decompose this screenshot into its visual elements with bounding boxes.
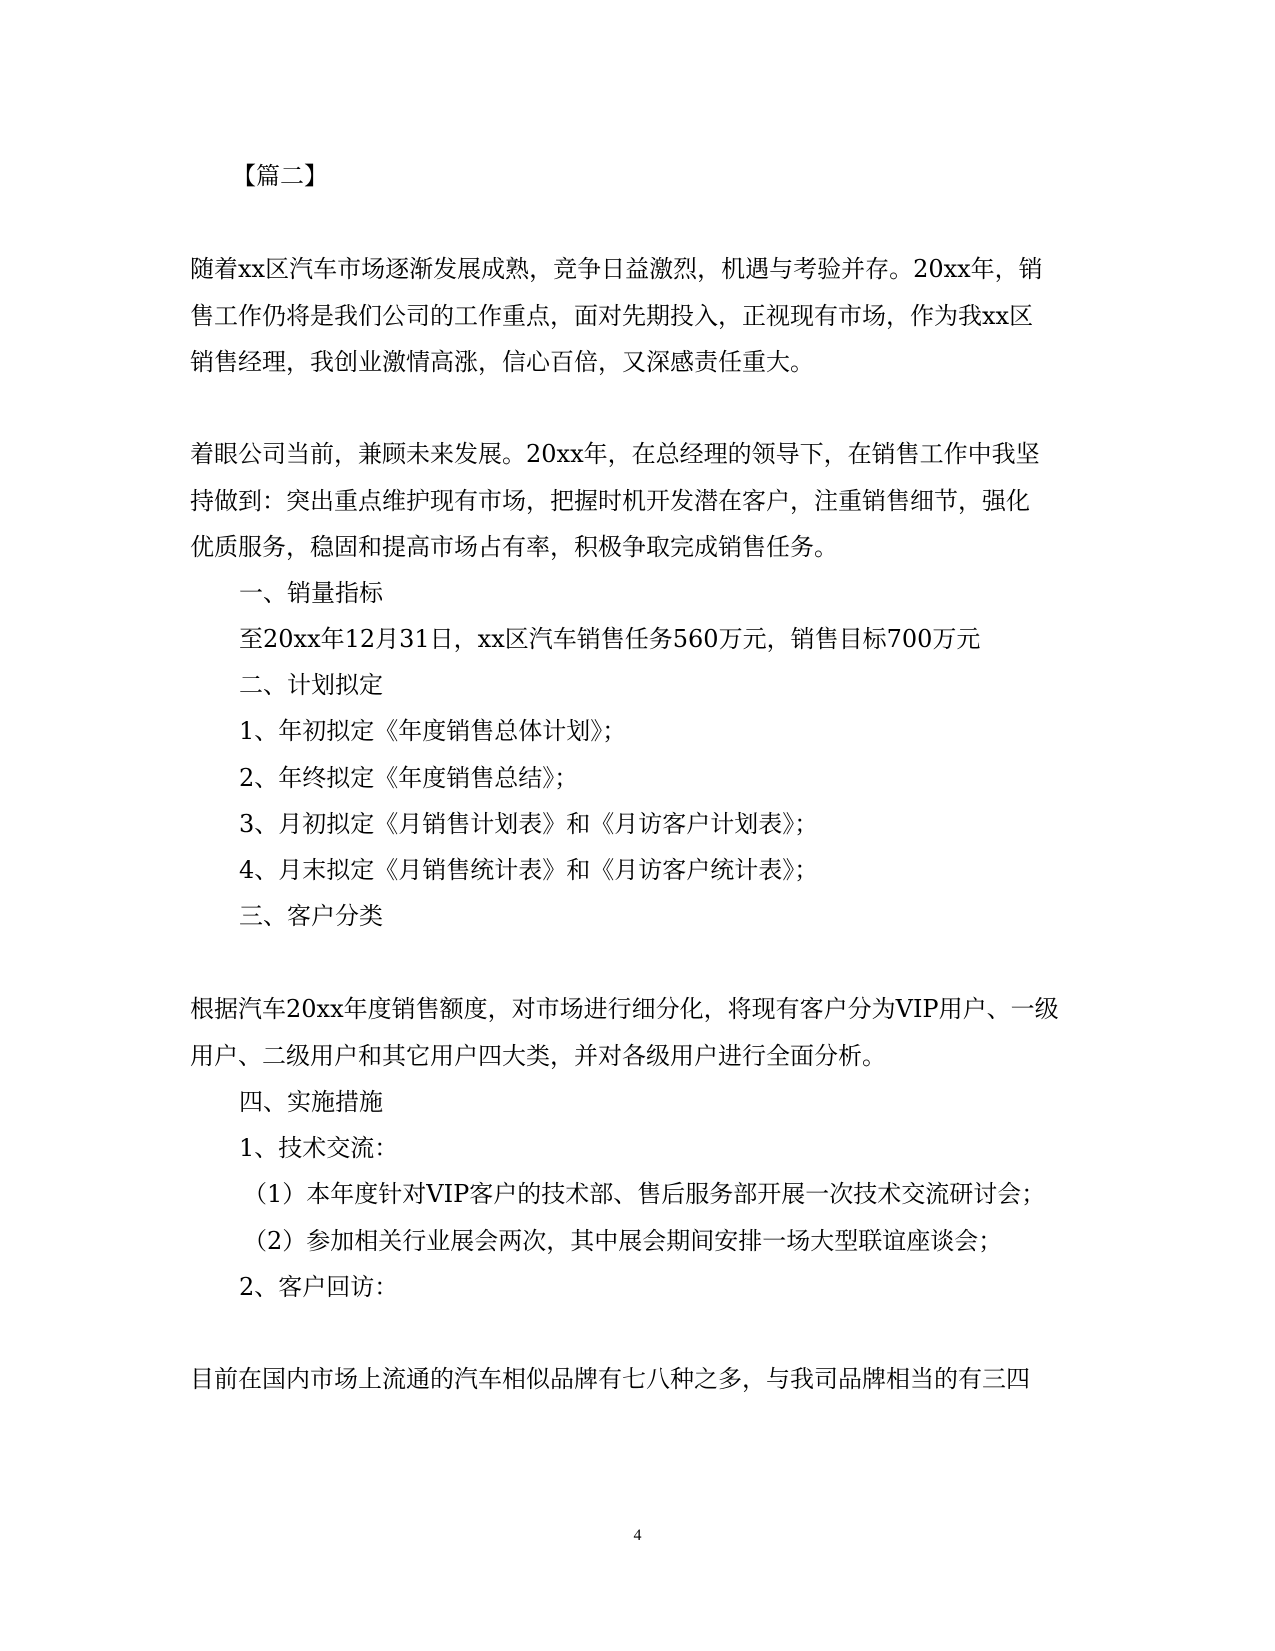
page-number: 4 (633, 1527, 642, 1544)
list-item: 4、月末拟定《月销售统计表》和《月访客户统计表》； (239, 856, 819, 884)
paragraph-line: 持做到：突出重点维护现有市场，把握时机开发潜在客户，注重销售细节，强化 (190, 487, 1030, 515)
paragraph-line: 根据汽车20xx年度销售额度，对市场进行细分化，将现有客户分为VIP用户、一级 (190, 995, 1059, 1023)
measure-title-customer-visit: 2、客户回访： (239, 1273, 399, 1301)
list-item: 1、年初拟定《年度销售总体计划》； (239, 717, 627, 745)
section-heading: 【篇二】 (232, 162, 328, 190)
paragraph-line: 售工作仍将是我们公司的工作重点，面对先期投入，正视现有市场，作为我xx区 (190, 302, 1034, 330)
sales-target-text: 至20xx年12月31日，xx区汽车销售任务560万元，销售目标700万元 (239, 625, 981, 653)
list-item: 2、年终拟定《年度销售总结》； (239, 764, 579, 792)
paragraph-line: 目前在国内市场上流通的汽车相似品牌有七八种之多，与我司品牌相当的有三四 (190, 1365, 1030, 1393)
measure-title-tech-exchange: 1、技术交流： (239, 1134, 399, 1162)
paragraph-line: 随着xx区汽车市场逐渐发展成熟，竞争日益激烈，机遇与考验并存。20xx年，销 (190, 255, 1043, 283)
paragraph-line: 着眼公司当前，兼顾未来发展。20xx年，在总经理的领导下，在销售工作中我坚 (190, 440, 1040, 468)
section-title-planning: 二、计划拟定 (239, 671, 383, 699)
paragraph-line: 优质服务，稳固和提高市场占有率，积极争取完成销售任务。 (190, 533, 838, 561)
list-item: （1）本年度针对VIP客户的技术部、售后服务部开展一次技术交流研讨会； (243, 1180, 1046, 1208)
paragraph-line: 用户、二级用户和其它用户四大类，并对各级用户进行全面分析。 (190, 1042, 886, 1070)
section-title-measures: 四、实施措施 (239, 1088, 383, 1116)
section-title-sales-target: 一、销量指标 (239, 579, 383, 607)
paragraph-line: 销售经理，我创业激情高涨，信心百倍，又深感责任重大。 (190, 348, 814, 376)
section-title-customer-classification: 三、客户分类 (239, 902, 383, 930)
list-item: （2）参加相关行业展会两次，其中展会期间安排一场大型联谊座谈会； (243, 1227, 1003, 1255)
list-item: 3、月初拟定《月销售计划表》和《月访客户计划表》； (239, 810, 819, 838)
